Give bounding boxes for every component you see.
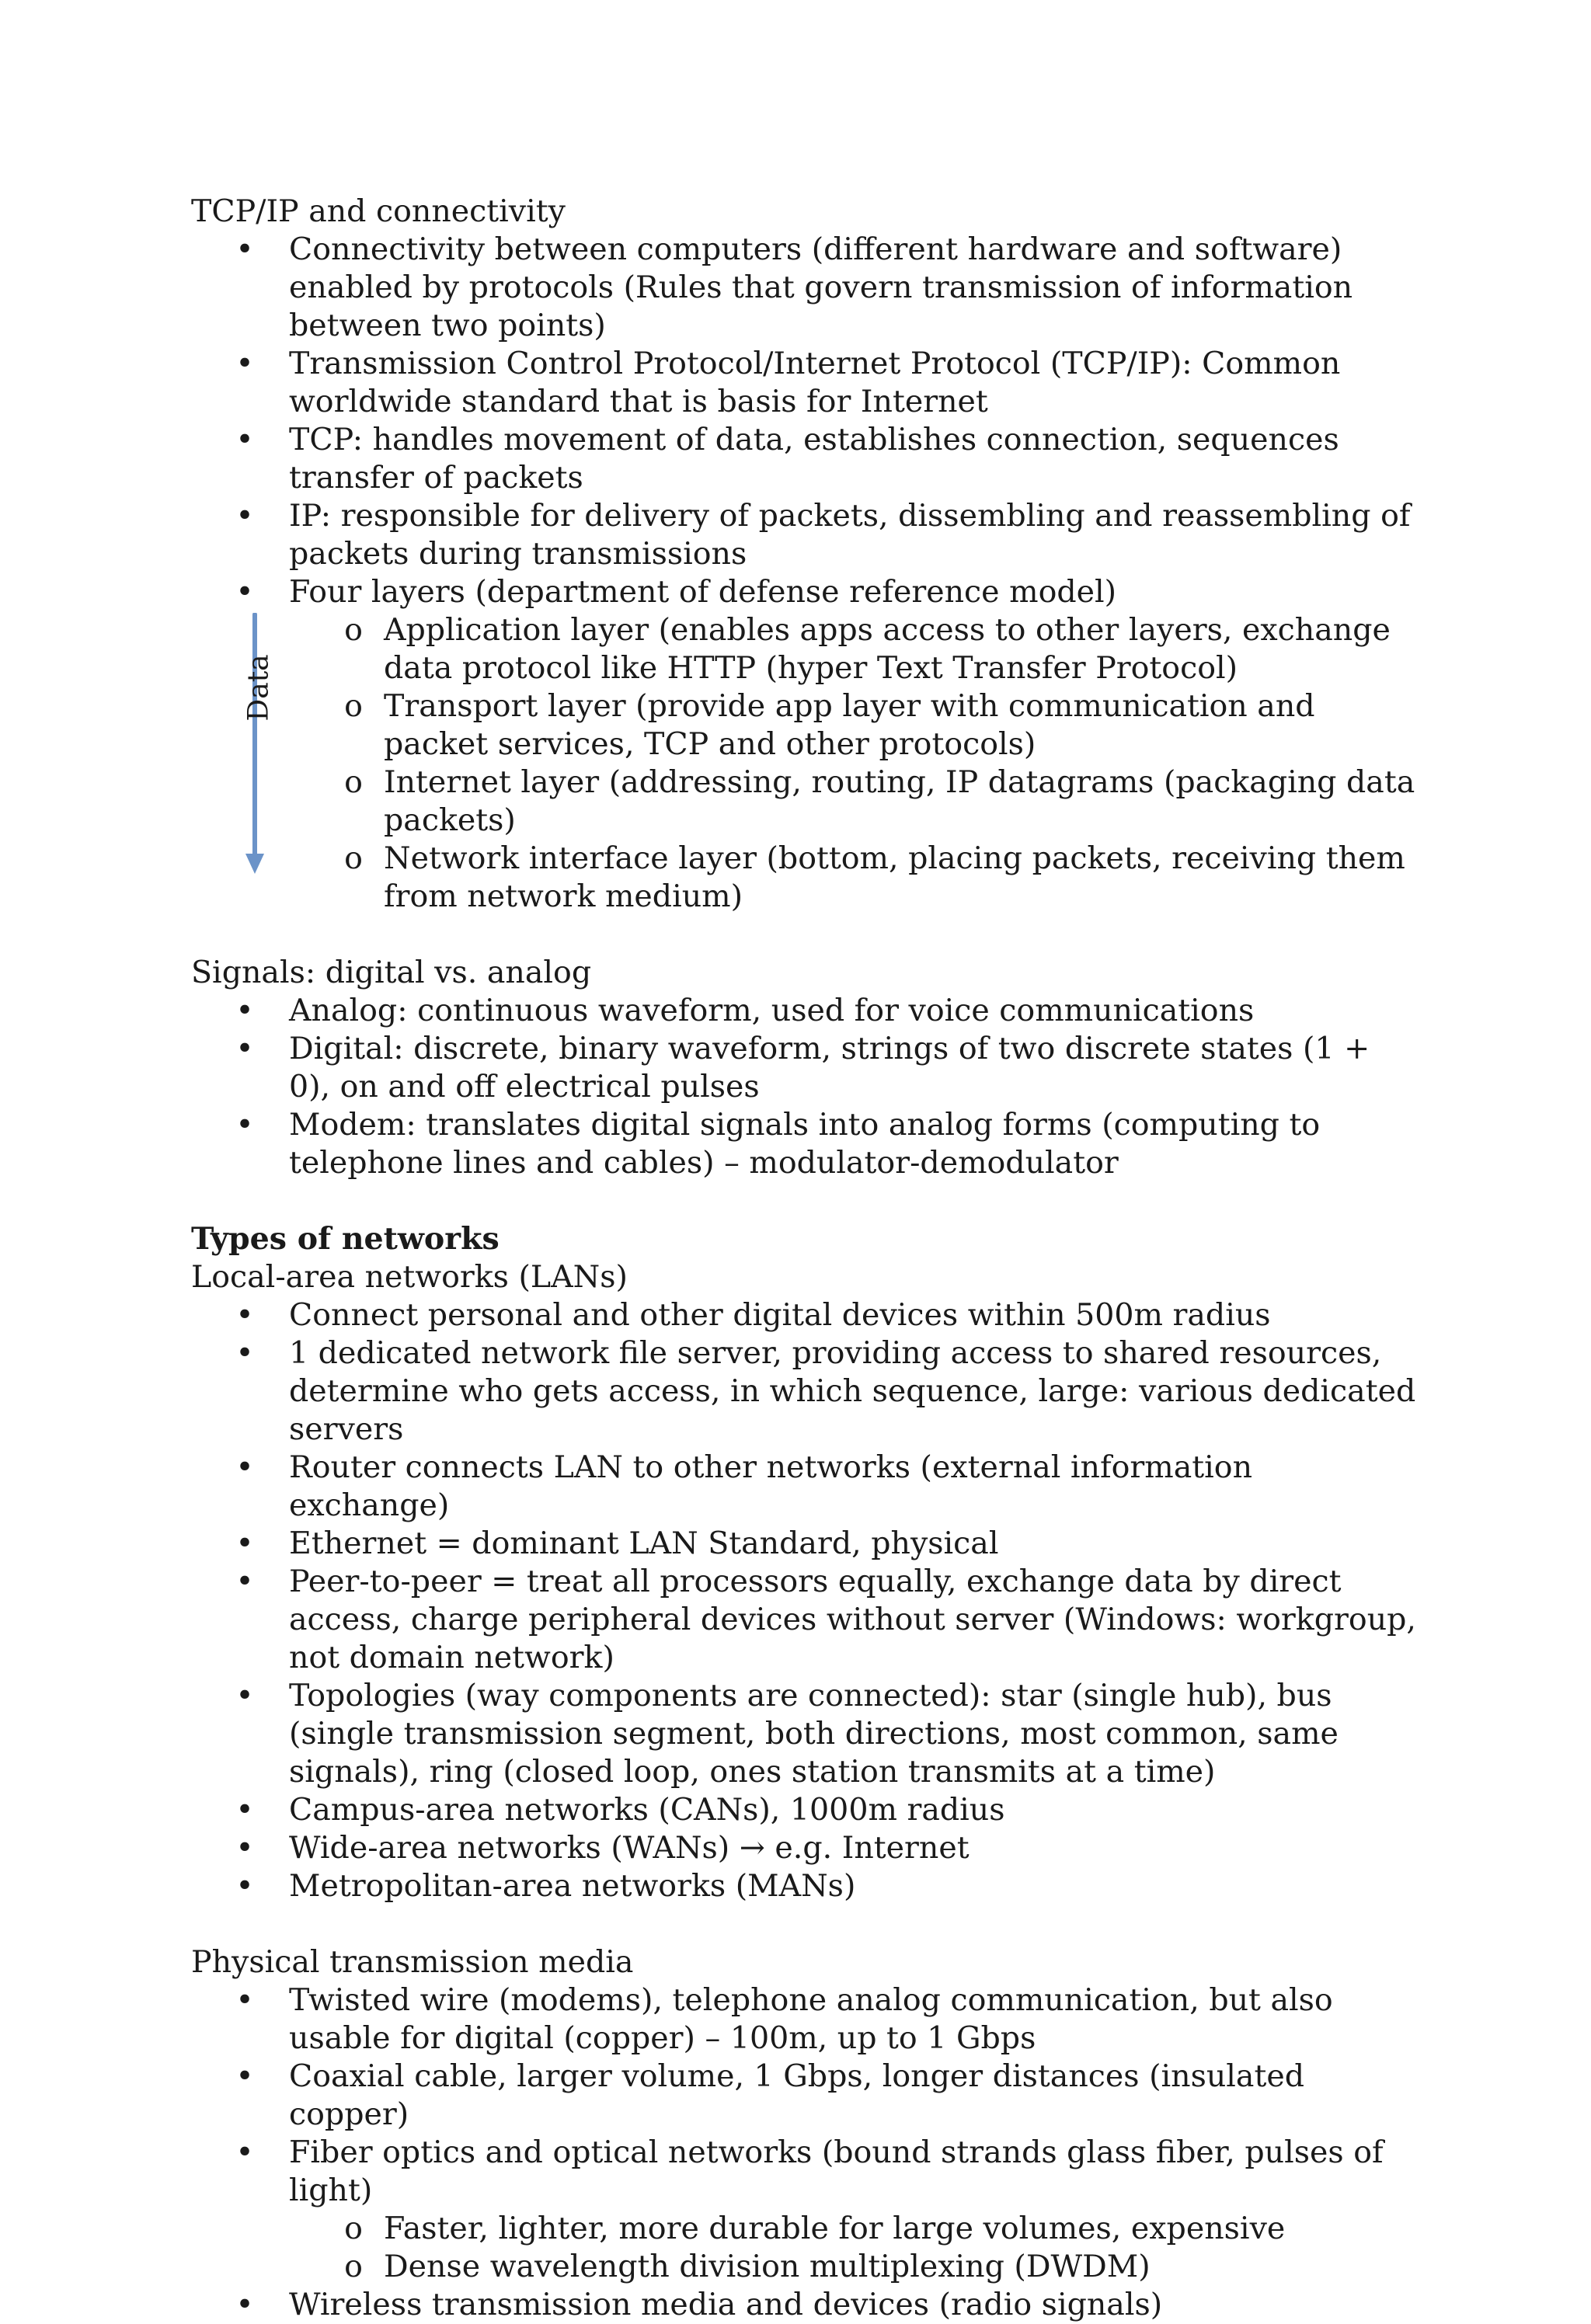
sub-bullet-marker: o <box>344 840 363 876</box>
media-bullet-list <box>191 1981 1419 2210</box>
tcpip-bullet-list <box>191 231 1419 611</box>
bullet-marker: • <box>235 2134 254 2170</box>
list-item: • Wide-area networks (WANs) → e.g. Internet <box>235 1830 970 1866</box>
list-item: o Application layer (enables apps access to other layers, exchange data protocol like HTTP (hyper Text Transfer Protocol) <box>287 611 1419 687</box>
bullet-marker: • <box>235 1982 254 2018</box>
list-item: • Fiber optics and optical networks (bound strands glass fiber, pulses of light) <box>235 2134 1384 2208</box>
list-item: • Connectivity between computers (different hardware and software) enabled by protocols (Rules that govern transmission of information between two points) <box>235 231 1353 343</box>
bullet-marker: • <box>235 574 254 610</box>
list-item: • TCP: handles movement of data, establishes connection, sequences transfer of packets <box>235 422 1339 496</box>
list-item: • Campus-area networks (CANs), 1000m radius <box>235 1792 1005 1828</box>
section-heading-media: Physical transmission media <box>191 1944 634 1980</box>
section-heading-tcpip: TCP/IP and connectivity <box>191 193 566 229</box>
bullet-marker: • <box>235 1449 254 1485</box>
layers-block <box>191 611 1419 916</box>
bullet-marker: • <box>235 1678 254 1713</box>
bullet-marker: • <box>235 1564 254 1599</box>
list-item: • Connect personal and other digital devices within 500m radius <box>235 1297 1271 1333</box>
list-item: • IP: responsible for delivery of packets, dissembling and reassembling of packets during transmissions <box>235 498 1411 572</box>
fiber-sub-list <box>191 2210 1419 2286</box>
list-item: o Internet layer (addressing, routing, IP datagrams (packaging data packets) <box>287 764 1419 840</box>
bullet-marker: • <box>235 2287 254 2322</box>
bullet-marker: • <box>235 993 254 1028</box>
sub-bullet-marker: o <box>344 612 363 648</box>
networks-bullet-list <box>191 1296 1419 1905</box>
list-item: o Network interface layer (bottom, placing packets, receiving them from network medium) <box>287 840 1419 916</box>
bullet-marker: • <box>235 1107 254 1143</box>
list-item: • Modem: translates digital signals into analog forms (computing to telephone lines and cables) – modulator-demodulator <box>235 1107 1321 1181</box>
bullet-marker: • <box>235 346 254 381</box>
sub-bullet-marker: o <box>344 688 363 724</box>
list-item: • Metropolitan-area networks (MANs) <box>235 1868 856 1904</box>
bullet-marker: • <box>235 1031 254 1066</box>
bullet-marker: • <box>235 2058 254 2094</box>
list-item: • Router connects LAN to other networks (external information exchange) <box>235 1449 1253 1523</box>
signals-bullet-list <box>191 992 1419 1182</box>
list-item: • Coaxial cable, larger volume, 1 Gbps, longer distances (insulated copper) <box>235 2058 1304 2132</box>
document-content <box>191 193 1419 2324</box>
section-heading-signals: Signals: digital vs. analog <box>191 955 592 990</box>
sub-bullet-marker: o <box>344 2211 363 2246</box>
list-item: o Dense wavelength division multiplexing (DWDM) <box>287 2248 1419 2286</box>
list-item: • Digital: discrete, binary waveform, strings of two discrete states (1 + 0), on and off electrical pulses <box>235 1031 1370 1105</box>
list-item: • Ethernet = dominant LAN Standard, physical <box>235 1526 999 1561</box>
bullet-marker: • <box>235 1868 254 1904</box>
list-item: • Peer-to-peer = treat all processors equally, exchange data by direct access, charge peripheral devices without server (Windows: workgroup, not domain network) <box>235 1564 1416 1675</box>
bullet-marker: • <box>235 1526 254 1561</box>
list-item: • Topologies (way components are connected): star (single hub), bus (single transmission segment, both directions, most common, same signals), ring (closed loop, ones station transmits at a time) <box>235 1678 1339 1790</box>
list-item: • Wireless transmission media and devices (radio signals) <box>235 2287 1163 2322</box>
bullet-marker: • <box>235 422 254 457</box>
section-title-networks: Types of networks <box>191 1221 500 1257</box>
layers-sub-list <box>191 611 1419 916</box>
sub-bullet-marker: o <box>344 764 363 800</box>
list-item: • Twisted wire (modems), telephone analog communication, but also usable for digital (copper) – 100m, up to 1 Gbps <box>235 1982 1333 2056</box>
media-bullet-list-end <box>191 2286 1419 2324</box>
data-arrow-label: Data <box>242 654 275 722</box>
bullet-marker: • <box>235 1792 254 1828</box>
list-item: • 1 dedicated network file server, providing access to shared resources, determine who gets access, in which sequence, large: various dedicated servers <box>235 1335 1416 1447</box>
list-item: o Faster, lighter, more durable for large volumes, expensive <box>287 2210 1419 2248</box>
bullet-marker: • <box>235 1335 254 1371</box>
list-item: • Four layers (department of defense reference model) <box>235 574 1117 610</box>
list-item: o Transport layer (provide app layer with communication and packet services, TCP and other protocols) <box>287 687 1419 764</box>
down-arrow-icon <box>224 613 286 877</box>
section-heading-lans: Local-area networks (LANs) <box>191 1259 628 1295</box>
bullet-marker: • <box>235 1830 254 1866</box>
bullet-marker: • <box>235 231 254 267</box>
list-item: • Analog: continuous waveform, used for voice communications <box>235 993 1255 1028</box>
sub-bullet-marker: o <box>344 2249 363 2284</box>
bullet-marker: • <box>235 1297 254 1333</box>
bullet-marker: • <box>235 498 254 534</box>
list-item: • Transmission Control Protocol/Internet Protocol (TCP/IP): Common worldwide standard that is basis for Internet <box>235 346 1341 419</box>
